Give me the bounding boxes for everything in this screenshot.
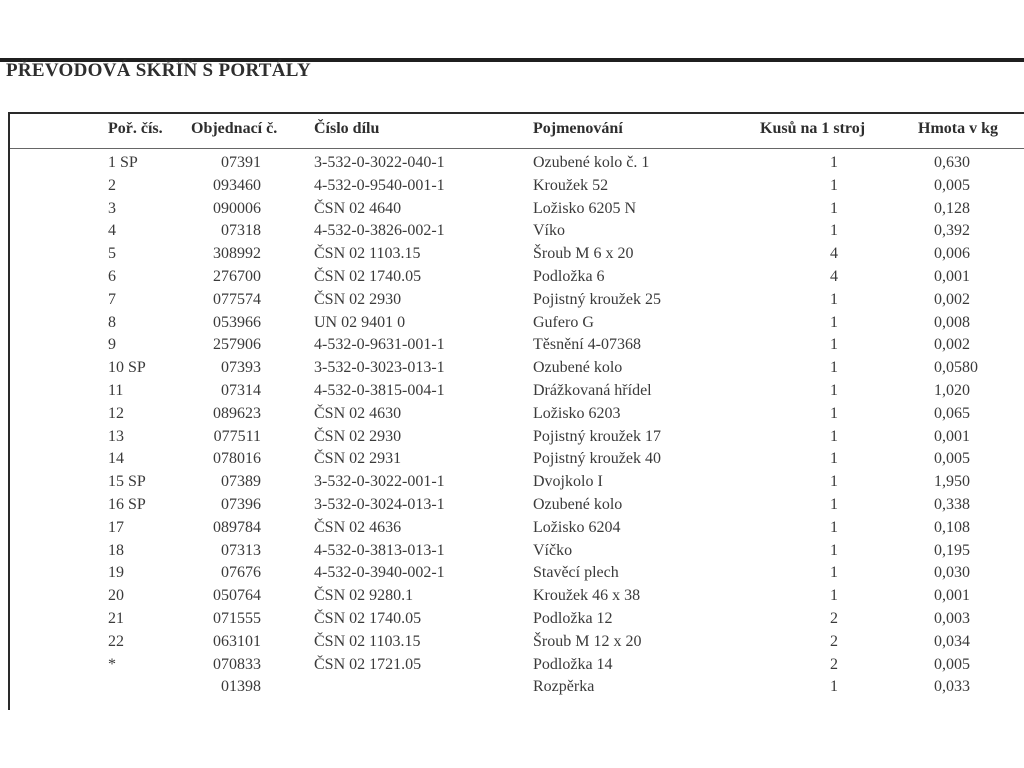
table-row	[0, 312, 1024, 335]
cell-poj: Ložisko 6205 N	[533, 199, 637, 217]
cell-cis: ČSN 02 1740.05	[314, 609, 422, 627]
cell-kus: 1	[830, 176, 838, 194]
cell-kus: 4	[830, 245, 838, 263]
cell-cis: 3-532-0-3022-001-1	[314, 473, 445, 491]
cell-hm: 0,392	[934, 222, 970, 240]
table-row	[0, 608, 1024, 631]
table-row	[0, 585, 1024, 608]
cell-obj: 07396	[221, 495, 261, 513]
cell-cis: ČSN 02 1721.05	[314, 655, 422, 673]
cell-obj: 077574	[213, 290, 261, 308]
table-row	[0, 654, 1024, 677]
cell-poj: Šroub M 12 x 20	[533, 632, 642, 650]
cell-obj: 07391	[221, 154, 261, 171]
cell-por: 21	[108, 609, 124, 627]
cell-poj: Drážkovaná hřídel	[533, 381, 652, 399]
cell-cis: ČSN 02 2931	[314, 450, 402, 468]
cell-poj: Podložka 6	[533, 267, 605, 285]
cell-poj: Pojistný kroužek 25	[533, 290, 661, 308]
cell-hm: 0,008	[934, 313, 970, 331]
cell-kus: 1	[830, 359, 838, 377]
cell-cis: ČSN 02 4630	[314, 404, 402, 422]
cell-por: 12	[108, 404, 124, 422]
cell-poj: Kroužek 46 x 38	[533, 587, 641, 605]
table-row	[0, 562, 1024, 585]
cell-kus: 1	[830, 564, 838, 582]
cell-obj: 07389	[221, 473, 261, 491]
cell-kus: 4	[830, 267, 838, 285]
cell-hm: 0,002	[934, 336, 970, 354]
cell-obj: 063101	[213, 632, 261, 650]
cell-obj: 276700	[213, 267, 261, 285]
cell-kus: 1	[830, 518, 838, 536]
cell-poj: Ložisko 6203	[533, 404, 621, 422]
cell-kus: 1	[830, 587, 838, 605]
cell-cis: ČSN 02 1103.15	[314, 245, 421, 263]
cell-por: 17	[108, 518, 124, 536]
cell-hm: 0,338	[934, 495, 970, 513]
cell-hm: 0,005	[934, 450, 970, 468]
cell-obj: 050764	[213, 587, 261, 605]
cell-kus: 1	[830, 450, 838, 468]
document-title: PŘEVODOVÁ SKŘÍŇ S PORTÁLY	[6, 60, 312, 81]
cell-cis: 3-532-0-3022-040-1	[314, 154, 445, 171]
cell-poj: Ozubené kolo	[533, 495, 623, 513]
cell-hm: 0,002	[934, 290, 970, 308]
cell-por: 22	[108, 632, 124, 650]
cell-hm: 0,033	[934, 678, 970, 696]
table-row	[0, 403, 1024, 426]
cell-por: 6	[108, 267, 116, 285]
cell-cis: 3-532-0-3023-013-1	[314, 359, 445, 377]
cell-cis: ČSN 02 9280.1	[314, 587, 414, 605]
table-row	[0, 175, 1024, 198]
table-row	[0, 357, 1024, 380]
cell-cis: UN 02 9401 0	[314, 313, 406, 331]
cell-hm: 0,195	[934, 541, 970, 559]
cell-cis: ČSN 02 1740.05	[314, 267, 422, 285]
table-row	[0, 676, 1024, 699]
table-row	[0, 540, 1024, 563]
cell-obj: 078016	[213, 450, 261, 468]
cell-obj: 071555	[213, 609, 261, 627]
table-row	[0, 631, 1024, 654]
header-hm: Hmota v kg	[918, 120, 998, 137]
cell-cis: 4-532-0-3826-002-1	[314, 222, 445, 240]
table-row	[0, 494, 1024, 517]
cell-cis: ČSN 02 4640	[314, 199, 402, 217]
cell-poj: Šroub M 6 x 20	[533, 245, 634, 263]
cell-kus: 2	[830, 609, 838, 627]
cell-kus: 1	[830, 473, 838, 491]
cell-obj: 090006	[213, 199, 261, 217]
header-cis: Číslo dílu	[314, 120, 380, 137]
cell-kus: 1	[830, 222, 838, 240]
cell-obj: 07314	[221, 381, 261, 399]
cell-obj: 089623	[213, 404, 261, 422]
cell-kus: 1	[830, 336, 838, 354]
cell-kus: 1	[830, 427, 838, 445]
cell-por: 11	[108, 381, 124, 399]
cell-hm: 0,001	[934, 587, 970, 605]
header-poj: Pojmenování	[533, 120, 623, 137]
cell-cis: ČSN 02 1103.15	[314, 632, 421, 650]
cell-por: 3	[108, 199, 116, 217]
cell-obj: 257906	[213, 336, 261, 354]
table-row	[0, 380, 1024, 403]
cell-kus: 1	[830, 678, 838, 696]
cell-por: 9	[108, 336, 116, 354]
cell-obj: 089784	[213, 518, 261, 536]
cell-poj: Kroužek 52	[533, 176, 609, 194]
cell-hm: 0,005	[934, 655, 970, 673]
table-row	[0, 289, 1024, 312]
cell-hm: 1,950	[934, 473, 970, 491]
cell-hm: 0,003	[934, 609, 970, 627]
cell-por: 8	[108, 313, 116, 331]
cell-poj: Rozpěrka	[533, 678, 595, 696]
table-row	[0, 517, 1024, 540]
cell-por: 13	[108, 427, 124, 445]
cell-poj: Dvojkolo I	[533, 473, 603, 491]
cell-obj: 077511	[213, 427, 261, 445]
header-kus: Kusů na 1 stroj	[760, 120, 866, 137]
table-row	[0, 334, 1024, 357]
cell-hm: 0,001	[934, 267, 970, 285]
cell-cis: ČSN 02 2930	[314, 290, 402, 308]
cell-obj: 07393	[221, 359, 261, 377]
cell-poj: Těsnění 4-07368	[533, 336, 641, 354]
parts-table-body	[0, 152, 1024, 699]
cell-kus: 1	[830, 404, 838, 422]
cell-kus: 1	[830, 290, 838, 308]
cell-hm: 1,020	[934, 381, 970, 399]
cell-cis: 4-532-0-9631-001-1	[314, 336, 445, 354]
cell-por: 16 SP	[108, 495, 146, 513]
cell-obj: 070833	[213, 655, 261, 673]
cell-por: 4	[108, 222, 116, 240]
cell-hm: 0,0580	[934, 359, 978, 377]
table-row	[0, 243, 1024, 266]
cell-por: 7	[108, 290, 116, 308]
cell-por: 5	[108, 245, 116, 263]
cell-kus: 1	[830, 154, 838, 171]
cell-cis: ČSN 02 2930	[314, 427, 402, 445]
cell-por: 10 SP	[108, 359, 146, 377]
table-row	[0, 471, 1024, 494]
cell-poj: Podložka 14	[533, 655, 613, 673]
cell-obj: 07676	[221, 564, 261, 582]
cell-cis: 4-532-0-3813-013-1	[314, 541, 445, 559]
cell-kus: 1	[830, 199, 838, 217]
page-bottom	[0, 710, 1024, 768]
cell-obj: 308992	[213, 245, 261, 263]
table-row	[0, 448, 1024, 471]
table-row	[0, 426, 1024, 449]
cell-poj: Víčko	[533, 541, 573, 559]
table-row	[0, 220, 1024, 243]
cell-poj: Ložisko 6204	[533, 518, 621, 536]
cell-kus: 1	[830, 313, 838, 331]
table-row	[0, 198, 1024, 221]
cell-por: 18	[108, 541, 124, 559]
cell-por: 1 SP	[108, 154, 138, 171]
cell-hm: 0,005	[934, 176, 970, 194]
cell-por: *	[108, 655, 116, 673]
cell-poj: Podložka 12	[533, 609, 613, 627]
cell-cis: 4-532-0-9540-001-1	[314, 176, 445, 194]
cell-poj: Ozubené kolo č. 1	[533, 154, 650, 171]
cell-hm: 0,630	[934, 154, 970, 171]
cell-cis: 3-532-0-3024-013-1	[314, 495, 445, 513]
cell-hm: 0,128	[934, 199, 970, 217]
table-row	[0, 266, 1024, 289]
cell-kus: 2	[830, 655, 838, 673]
cell-cis: ČSN 02 4636	[314, 518, 402, 536]
cell-kus: 2	[830, 632, 838, 650]
cell-kus: 1	[830, 381, 838, 399]
header-rule	[10, 148, 1024, 149]
cell-poj: Pojistný kroužek 17	[533, 427, 661, 445]
cell-por: 14	[108, 450, 124, 468]
cell-poj: Gufero G	[533, 313, 594, 331]
table-row	[0, 152, 1024, 175]
cell-por: 2	[108, 176, 116, 194]
cell-por: 15 SP	[108, 473, 146, 491]
cell-poj: Ozubené kolo	[533, 359, 623, 377]
cell-por: 20	[108, 587, 124, 605]
cell-hm: 0,034	[934, 632, 970, 650]
cell-obj: 053966	[213, 313, 261, 331]
header-por: Poř. čís.	[108, 120, 163, 137]
header-obj: Objednací č.	[191, 120, 278, 137]
cell-cis: 4-532-0-3815-004-1	[314, 381, 445, 399]
cell-hm: 0,006	[934, 245, 970, 263]
cell-obj: 01398	[221, 678, 261, 696]
cell-obj: 07318	[221, 222, 261, 240]
cell-poj: Pojistný kroužek 40	[533, 450, 661, 468]
cell-kus: 1	[830, 495, 838, 513]
cell-obj: 07313	[221, 541, 261, 559]
cell-poj: Víko	[533, 222, 565, 240]
cell-cis: 4-532-0-3940-002-1	[314, 564, 445, 582]
cell-poj: Stavěcí plech	[533, 564, 619, 582]
cell-obj: 093460	[213, 176, 261, 194]
cell-hm: 0,030	[934, 564, 970, 582]
cell-hm: 0,001	[934, 427, 970, 445]
cell-hm: 0,108	[934, 518, 970, 536]
cell-kus: 1	[830, 541, 838, 559]
cell-por: 19	[108, 564, 124, 582]
cell-hm: 0,065	[934, 404, 970, 422]
